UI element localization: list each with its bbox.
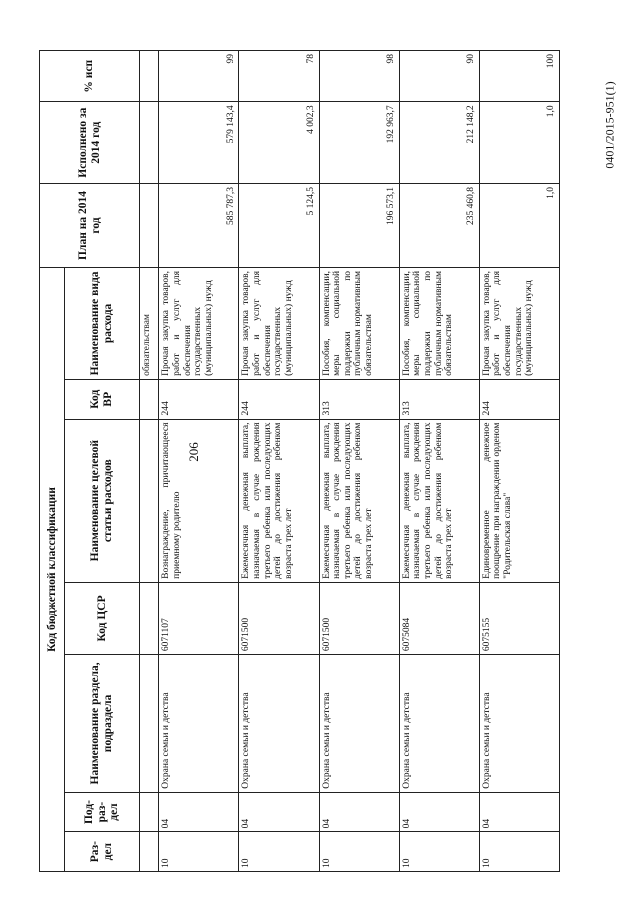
table-row — [159, 51, 239, 872]
cell-section-name: Охрана семьи и детства — [159, 655, 239, 793]
continuation-type-text: обязательствам — [140, 267, 159, 379]
cell-executed: 4 002,3 — [239, 102, 319, 184]
header-type-name: Наименование вида расхода — [65, 267, 140, 379]
continuation-row — [140, 51, 159, 872]
header-section-name: Наименование раздела, подраздела — [65, 655, 140, 793]
header-podrazdel: Под-раз-дел — [65, 792, 140, 832]
header-percent: % исп — [40, 51, 140, 102]
header-code-csr: Код ЦСР — [65, 582, 140, 654]
cell-executed: 192 963,7 — [319, 102, 399, 184]
budget-classification-header: Код бюджетной классификации — [40, 267, 65, 871]
cell-code-csr: 6071500 — [239, 582, 319, 654]
cell-code-vr: 244 — [479, 379, 559, 419]
cell-razdel: 10 — [319, 832, 399, 872]
cell-executed: 1,0 — [479, 102, 559, 184]
cell-code-vr: 313 — [319, 379, 399, 419]
cell-code-vr: 313 — [399, 379, 479, 419]
table-row — [479, 51, 559, 872]
cell-percent: 100 — [479, 51, 559, 102]
cell-plan: 5 124,5 — [239, 184, 319, 268]
cell-target-name: Ежемесячная денежная выплата, назначаемая в случае рождения третьего ребенка или последующих детей до достижения ребенком возраста трех лет — [319, 419, 399, 582]
cell-plan: 585 787,3 — [159, 184, 239, 268]
cell-percent: 99 — [159, 51, 239, 102]
cell-podrazdel: 04 — [399, 792, 479, 832]
cell-target-name: Ежемесячная денежная выплата, назначаемая в случае рождения третьего ребенка или последующих детей до достижения ребенком возраста трех лет — [399, 419, 479, 582]
cell-executed: 212 148,2 — [399, 102, 479, 184]
cell-podrazdel: 04 — [319, 792, 399, 832]
header-executed: Исполнено за 2014 год — [40, 102, 140, 184]
table-row — [319, 51, 399, 872]
budget-table-sheet — [39, 50, 560, 872]
cell-type-name: Прочая закупка товаров, работ и услуг для обеспечения государственных (муниципальных) нужд — [479, 267, 559, 379]
cell-section-name: Охрана семьи и детства — [239, 655, 319, 793]
cell-razdel: 10 — [399, 832, 479, 872]
cell-code-csr: 6075155 — [479, 582, 559, 654]
cell-plan: 235 460,8 — [399, 184, 479, 268]
budget-table — [39, 50, 560, 872]
cell-target-name: Вознаграждение, причитающееся приемному родителю — [159, 419, 239, 582]
cell-podrazdel: 04 — [479, 792, 559, 832]
cell-section-name: Охрана семьи и детства — [399, 655, 479, 793]
table-row — [399, 51, 479, 872]
header-code-vr: Код ВР — [65, 379, 140, 419]
cell-percent: 90 — [399, 51, 479, 102]
cell-code-csr: 6071107 — [159, 582, 239, 654]
cell-podrazdel: 04 — [239, 792, 319, 832]
cell-type-name: Пособия, компенсации, меры социальной поддержки по публичным нормативным обязательствам — [319, 267, 399, 379]
header-plan: План на 2014 год — [40, 184, 140, 268]
document-code: 0401/2015-951(1) — [602, 81, 617, 169]
page-number: 206 — [186, 442, 201, 462]
cell-razdel: 10 — [479, 832, 559, 872]
cell-plan: 1,0 — [479, 184, 559, 268]
cell-section-name: Охрана семьи и детства — [319, 655, 399, 793]
table-row — [239, 51, 319, 872]
cell-code-vr: 244 — [239, 379, 319, 419]
cell-type-name: Пособия, компенсации, меры социальной поддержки по публичным нормативным обязательствам — [399, 267, 479, 379]
cell-percent: 98 — [319, 51, 399, 102]
cell-type-name: Прочая закупка товаров, работ и услуг для обеспечения государственных (муниципальных) нужд — [159, 267, 239, 379]
cell-target-name: Ежемесячная денежная выплата, назначаемая в случае рождения третьего ребенка или последующих детей до достижения ребенком возраста трех лет — [239, 419, 319, 582]
cell-percent: 78 — [239, 51, 319, 102]
cell-type-name: Прочая закупка товаров, работ и услуг для обеспечения государственных (муниципальных) нужд — [239, 267, 319, 379]
cell-podrazdel: 04 — [159, 792, 239, 832]
header-target-name: Наименование целевой статьи расходов — [65, 419, 140, 582]
header-razdel: Раз-дел — [65, 832, 140, 872]
cell-razdel: 10 — [239, 832, 319, 872]
cell-target-name: Единовременное денежное поощрение при награждении орденом "Родительская слава" — [479, 419, 559, 582]
cell-code-csr: 6075084 — [399, 582, 479, 654]
cell-code-vr: 244 — [159, 379, 239, 419]
cell-razdel: 10 — [159, 832, 239, 872]
cell-code-csr: 6071500 — [319, 582, 399, 654]
cell-executed: 579 143,4 — [159, 102, 239, 184]
cell-plan: 196 573,1 — [319, 184, 399, 268]
cell-section-name: Охрана семьи и детства — [479, 655, 559, 793]
